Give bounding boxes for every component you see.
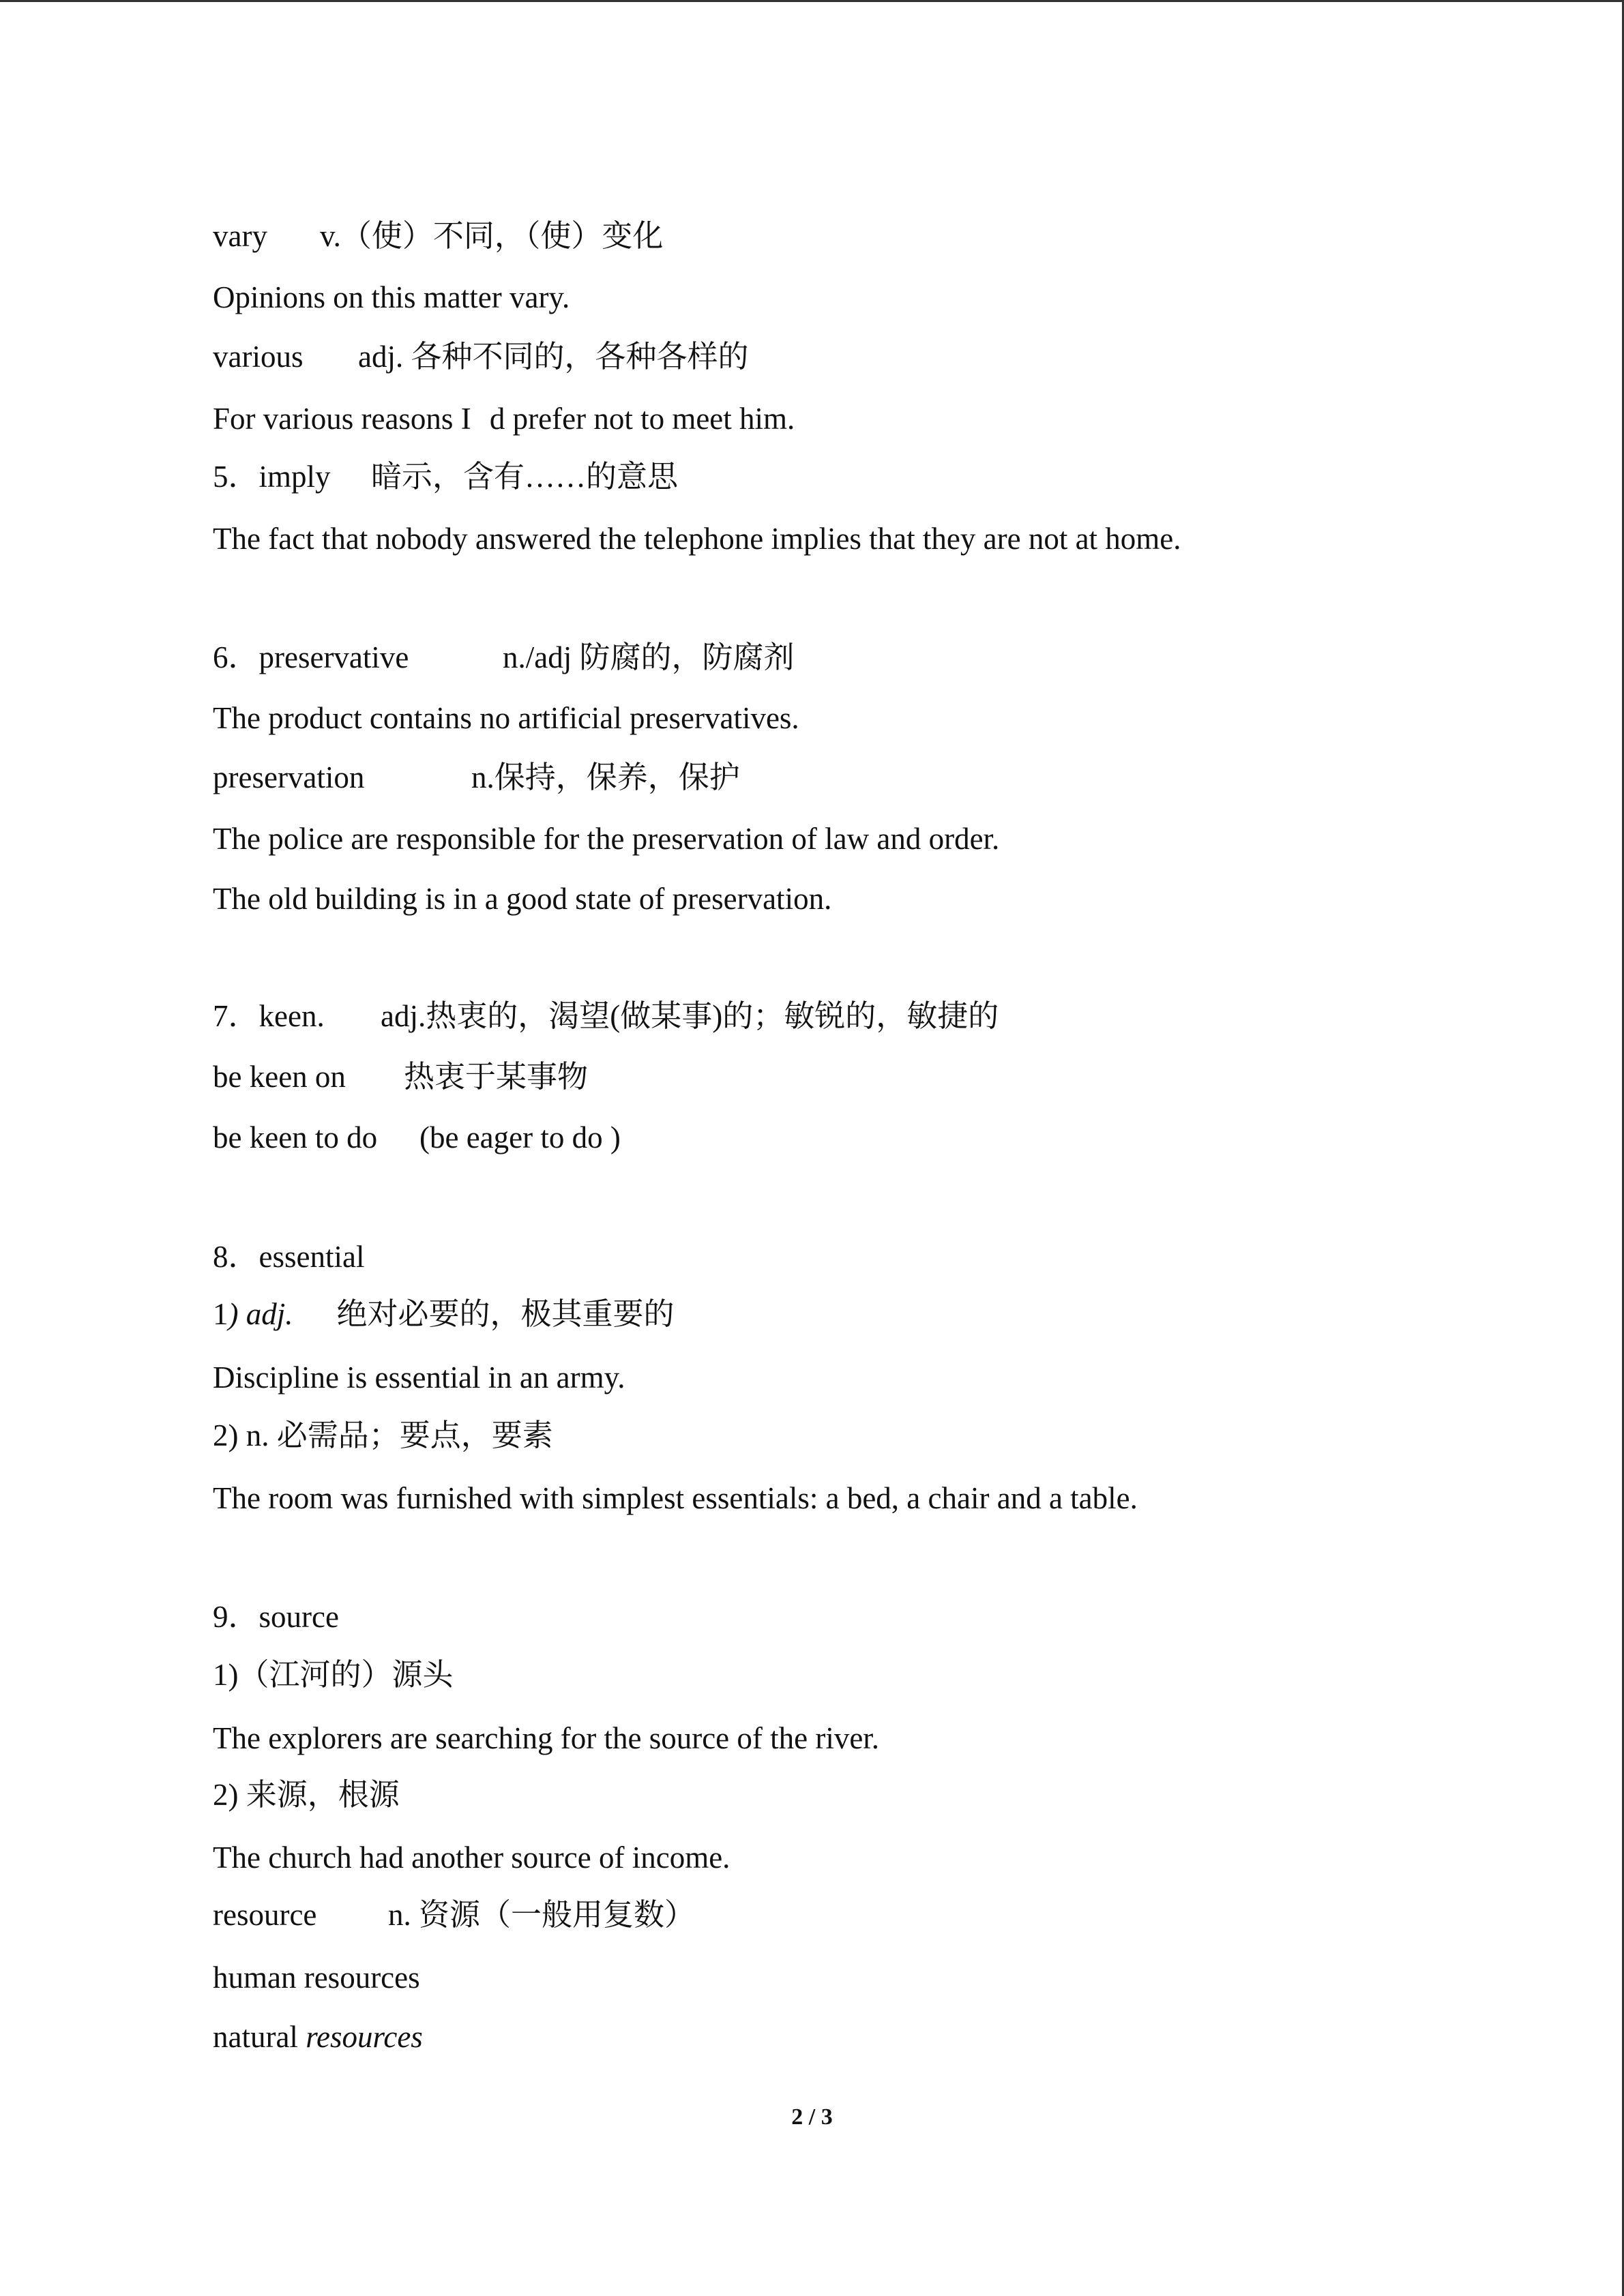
definition-preservation: n.保持，保养，保护 [471,760,740,794]
page-number: 2 / 3 [791,2104,833,2130]
example-preservative: The product contains no artificial preservatives. [213,701,799,735]
term-keen-to-do: be keen to do [213,1120,378,1154]
term-keen: 7．keen. [213,999,325,1033]
part-of-speech: ) adj. [228,1297,293,1331]
term-keen-on: be keen on [213,1060,346,1094]
resources-word: resources [306,2020,423,2054]
entry-source-sense-2: 2) 来源，根源 [213,1778,400,1812]
definition-essential-1: 绝对必要的，极其重要的 [336,1297,675,1331]
natural-word: natural [213,2020,298,2054]
example-vary: Opinions on this matter vary. [213,280,570,314]
example-preservation-1: The police are responsible for the preservation of law and order. [213,822,1000,856]
term-vary: vary [213,219,267,253]
example-essential-2: The room was furnished with simplest essentials: a bed, a chair and a table. [213,1481,1138,1515]
example-human-resources: human resources [213,1960,420,1995]
term-various: various [213,340,304,374]
entry-essential-sense-2: 2) n. 必需品；要点，要素 [213,1418,553,1452]
example-preservation-2: The old building is in a good state of preservation. [213,882,832,916]
definition-imply: 暗示，含有……的意思 [371,460,679,494]
example-various: For various reasons Id prefer not to meet him. [213,402,795,436]
entry-vary [213,217,663,255]
sense-number: 1 [213,1297,228,1331]
definition-resource: n. 资源（一般用复数） [388,1898,696,1932]
entry-essential: 8．essential [213,1240,365,1274]
definition-keen: adj.热衷的，渴望(做某事)的；敏锐的，敏捷的 [381,999,999,1033]
entry-various [213,338,748,376]
example-imply: The fact that nobody answered the telephone implies that they are not at home. [213,522,1181,556]
definition-preservative: n./adj 防腐的，防腐剂 [503,640,795,674]
entry-keen-on [213,1058,588,1096]
definition-vary: v.（使）不同，（使）变化 [320,219,664,253]
entry-keen-to-do [213,1118,621,1157]
definition-keen-on: 热衷于某事物 [404,1060,589,1094]
entry-keen [213,997,999,1035]
term-preservation: preservation [213,760,365,794]
entry-essential-sense-1 [213,1295,675,1333]
entry-preservation [213,758,740,796]
entry-imply [213,458,678,496]
entry-source-sense-1: 1)（江河的）源头 [213,1658,454,1692]
entry-resource [213,1896,695,1934]
example-source-1: The explorers are searching for the source of the river. [213,1721,880,1755]
example-source-2: The church had another source of income. [213,1840,730,1875]
term-preservative: 6．preservative [213,640,409,674]
entry-preservative [213,638,794,676]
example-essential-1: Discipline is essential in an army. [213,1360,625,1395]
entry-source: 9．source [213,1600,339,1634]
term-imply: 5．imply [213,460,331,494]
term-resource: resource [213,1898,317,1932]
example-natural-resources [213,2018,423,2056]
definition-keen-to-do: (be eager to do ) [419,1120,621,1154]
definition-various: adj. 各种不同的，各种各样的 [358,340,749,374]
